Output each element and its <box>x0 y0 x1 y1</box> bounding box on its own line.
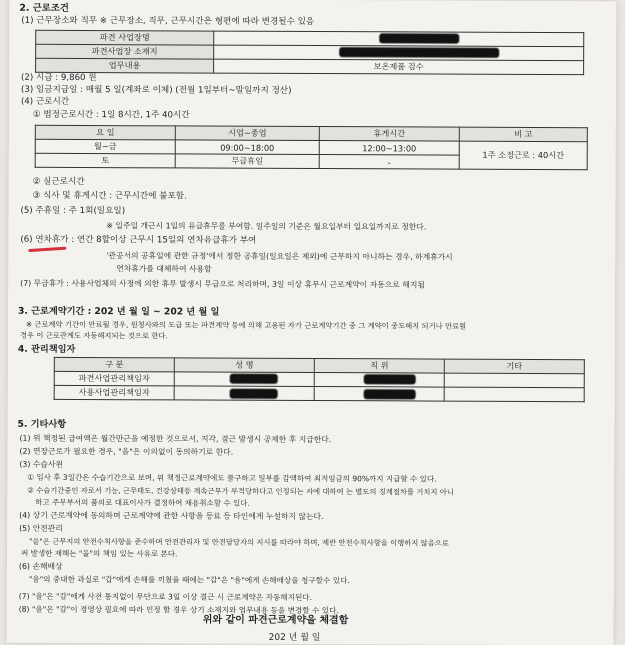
table-cell: 1주 소정근로 : 40시간 <box>459 141 587 170</box>
item-note: '관공서의 공휴일에 관한 규정'에서 정한 공휴일(일요일은 제외)에 근무하지 아니하는 경우, 하계휴가시 <box>106 251 453 262</box>
table-header: 기타 <box>444 359 584 374</box>
table-cell: 월~금 <box>35 139 175 154</box>
table-label: 파견사업장 소재지 <box>36 44 214 59</box>
item-note: ※ 일주일 개근시 1일의 유급휴무를 부여함. 일주일의 기준은 월요일부터 일요일까지로 정한다. <box>106 221 427 232</box>
item-text: (7) 무급휴가 : 사용사업체의 사정에 의한 휴무 발생시 무급으로 처리하며, 3일 이상 휴무시 근로계약이 자동으로 해지됨 <box>20 278 425 290</box>
table-cell <box>444 387 584 402</box>
table-cell: 09:00~18:00 <box>175 140 319 155</box>
item-text: ① 입사 후 3일간은 수습기간으로 보며, 위 책정근로계약에도 불구하고 일부를 감액하여 최저임금의 90%까지 지급할 수 있다. <box>27 472 437 484</box>
item-text: (4) 근로시간 <box>20 96 70 107</box>
table-label: 업무내용 <box>36 58 214 73</box>
section-heading: 2. 근로조건 <box>19 2 69 14</box>
table-header: 비 고 <box>459 127 587 142</box>
item-text: ② 실근로시간 <box>32 176 85 188</box>
workplace-table <box>35 30 584 75</box>
redaction-mark <box>230 389 278 399</box>
item-text: ③ 식사 및 휴게시간 : 근무시간에 불포함. <box>32 190 187 202</box>
item-note: ※ 근로계약 기간이 만료될 경우, 원청사와의 도급 또는 파견계약 등에 의해 고용된 자가 근로계약기간 중 그 계약이 중도해지 되거나 만료될 <box>25 319 467 331</box>
section-heading: 5. 기타사항 <box>17 418 67 430</box>
item-text: "을"의 중대한 과실로 "갑"에게 손해를 끼쳤을 때에는 "갑"은 "을"에게 손해배상을 청구할수 있다. <box>28 574 350 586</box>
red-underline-mark <box>28 247 66 252</box>
redaction-mark <box>339 47 499 58</box>
table-header: 요 일 <box>35 125 175 140</box>
table-cell: - <box>319 155 459 170</box>
item-text: (6) 연차휴가 : 연간 8할이상 근무시 15일의 연차유급휴가 부여 <box>20 234 257 246</box>
item-text: (5) 주휴일 : 주 1회(일요일) <box>20 205 126 217</box>
table-header: 휴게시간 <box>319 127 459 142</box>
table-cell: 파견사업관리책임자 <box>54 371 174 386</box>
item-text: (7) "을"은 "갑"에게 사전 통지없이 무단으로 3일 이상 결근 시 근로계약은 자동해지된다. <box>18 591 313 603</box>
table-cell: 토 <box>35 153 175 168</box>
contract-document <box>7 0 617 645</box>
item-text: (6) 손해배상 <box>18 561 63 571</box>
item-note: 연차휴가를 대체하여 사용함 <box>116 264 212 274</box>
item-text: (5) 안전관리 <box>19 523 63 533</box>
item-text: (8) "을"은 "갑"이 경영상 필요에 따라 인정 할 경우 상기 소재지와 업무내용 등을 변경할 수 있다. <box>18 604 339 616</box>
table-cell: 무급휴일 <box>175 154 319 169</box>
item-text: (1) 위 책정된 급여액은 월간만근을 예정한 것으로서, 지각, 결근 발생시 공제한 후 지급한다. <box>19 433 332 445</box>
table-header: 직 위 <box>314 359 444 374</box>
item-text: (4) 상기 근로계약에 동의하며 근로계약에 관한 사항을 등료 등 타인에게 누설하지 않는다. <box>19 510 324 522</box>
table-label: 파견 사업장명 <box>36 30 214 45</box>
item-text: (2) 시급 : 9,860 원 <box>21 72 97 84</box>
item-text: ① 법정근로시간 : 1일 8시간, 1주 40시간 <box>32 109 190 121</box>
table-header: 성 명 <box>174 358 314 373</box>
section-heading: 4. 관리책임자 <box>17 343 76 355</box>
redaction-mark <box>230 374 278 384</box>
redaction-mark <box>379 33 459 43</box>
table-cell: 보온제품 검수 <box>214 59 584 75</box>
item-text: ② 수습기간중인 자로서 기능, 근무태도, 건강상태등 계속근무가 부적당하다고 인정되는 자에 대하여 는 별도의 징계절차를 거치지 아니 <box>27 485 454 497</box>
manager-table <box>54 357 585 402</box>
date-line: 202 년 월 일 <box>268 632 321 644</box>
item-text: 써 발생한 재해는 "을"의 책임 있는 사유로 본다. <box>20 548 178 559</box>
redaction-mark <box>364 389 416 399</box>
table-header: 구 분 <box>54 357 174 372</box>
hours-table <box>35 125 588 170</box>
item-text: 하고 주무부서의 품의로 대표이사가 결정하여 채용취소할 수 있다. <box>35 497 250 508</box>
section-heading: 3. 근로계약기간 : 202 년 월 일 ~ 202 년 월 일 <box>18 305 220 318</box>
table-cell <box>444 373 584 388</box>
table-cell: 12:00~13:00 <box>319 141 459 156</box>
item-text: "을"은 근무지의 안전수칙사항을 준수하며 안전관리자 및 안전담당자의 지시를 따라야 하며, 제반 안전수칙사항을 이행하지 않음으로 <box>29 536 449 548</box>
item-text: (2) 연장근로가 필요한 경우, "을"은 이의없이 동의하기로 한다. <box>19 446 234 457</box>
redaction-mark <box>364 374 416 384</box>
table-cell: 사용사업관리책임자 <box>54 385 174 400</box>
table-header: 시업~종업 <box>175 126 319 141</box>
item-text: (3) 임금지급일 : 매월 5 일(계좌로 이체) (전월 1일부터~말일까지 정산) <box>20 84 292 96</box>
item-text: (1) 근무장소와 직무 ※ 근무장소, 직무, 근무시간은 형편에 따라 변경될수 있음 <box>21 15 315 28</box>
item-text: (3) 수습사원 <box>19 459 64 469</box>
item-note: 경우 이 근로관계도 자동해지되는 것으로 한다. <box>19 330 168 341</box>
closing-statement: 위와 같이 파견근로계약을 체결함 <box>202 614 349 627</box>
